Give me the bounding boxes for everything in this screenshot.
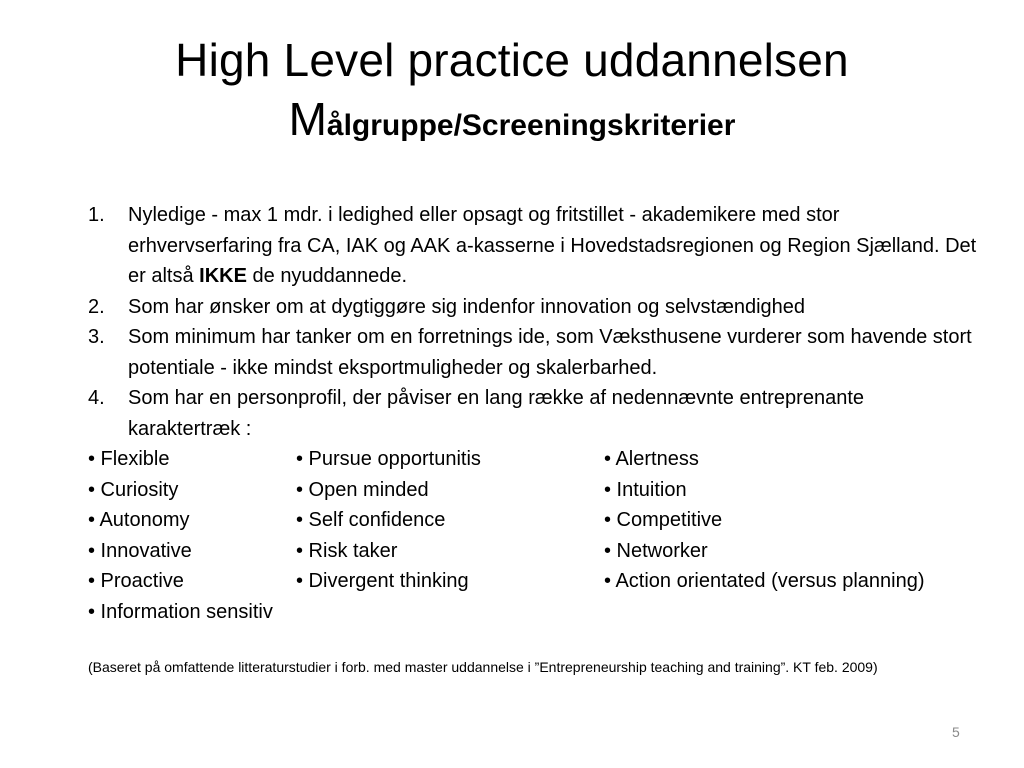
traits-row xyxy=(88,566,998,597)
trait-item: • Competitive xyxy=(604,509,723,531)
criteria-text xyxy=(128,200,978,292)
trait-item: • Action orientated (versus planning) xyxy=(604,570,925,592)
slide-number: 5 xyxy=(952,724,960,740)
criteria-item xyxy=(88,292,988,323)
criteria-item xyxy=(88,322,988,383)
criteria-marker: 1. xyxy=(88,204,105,226)
trait-item: • Proactive xyxy=(88,570,184,592)
trait-item: • Flexible xyxy=(88,448,170,470)
traits-row xyxy=(88,475,998,506)
criteria-marker: 2. xyxy=(88,295,105,318)
slide-title: High Level practice uddannelsen xyxy=(175,34,849,86)
traits-row xyxy=(88,536,998,567)
trait-item: • Pursue opportunitis xyxy=(296,448,481,470)
trait-item: • Divergent thinking xyxy=(296,570,469,592)
criteria-text: Som minimum har tanker om en forretnings ide, som Væksthusene vurderer som havende stort potentiale - ikke mindst eksportmuligheder og skalerbarhed. xyxy=(128,326,972,379)
trait-item: • Networker xyxy=(604,539,708,562)
trait-item: • Innovative xyxy=(88,539,192,562)
criteria-item xyxy=(88,383,988,444)
trait-item: • Alertness xyxy=(604,448,699,470)
criteria-bold-keyword: IKKE xyxy=(199,265,247,287)
trait-item-extra: • Information sensitiv xyxy=(88,601,273,623)
criteria-text-part: de nyuddannede. xyxy=(246,265,408,287)
subtitle-rest: ålgruppe/Screeningskriterier xyxy=(326,109,736,142)
traits-row xyxy=(88,444,998,475)
trait-item: • Curiosity xyxy=(88,478,179,501)
traits-grid xyxy=(88,444,998,597)
trait-item: • Intuition xyxy=(604,478,687,501)
traits-row xyxy=(88,505,998,536)
slide-title-block xyxy=(0,30,1024,160)
trait-item: • Open minded xyxy=(296,478,429,501)
criteria-list xyxy=(88,200,988,444)
criteria-text: Som har en personprofil, der påviser en lang række af nedennævnte entreprenante karaktertræk : xyxy=(128,387,865,440)
source-footnote: (Baseret på omfattende litteraturstudier i forb. med master uddannelse i ”Entrepreneurship teaching and training”. KT feb. 2009) xyxy=(88,659,878,675)
trait-item: • Autonomy xyxy=(88,509,190,531)
subtitle-initial: M xyxy=(288,93,327,145)
trait-item: • Self confidence xyxy=(296,509,446,531)
slide-subtitle xyxy=(0,90,1024,160)
criteria-item xyxy=(88,200,988,292)
trait-item: • Risk taker xyxy=(296,539,398,562)
criteria-marker: 3. xyxy=(88,326,105,348)
criteria-marker: 4. xyxy=(88,387,105,409)
criteria-text-part: Nyledige - max 1 mdr. i ledighed eller opsagt og fritstillet - akademikere med stor erhvervserfaring fra CA, IAK og AAK a-kasserne i Hovedstadsregionen og Region Sjælland. Det er altså xyxy=(128,204,977,287)
criteria-text: Som har ønsker om at dygtiggøre sig indenfor innovation og selvstændighed xyxy=(128,295,806,318)
